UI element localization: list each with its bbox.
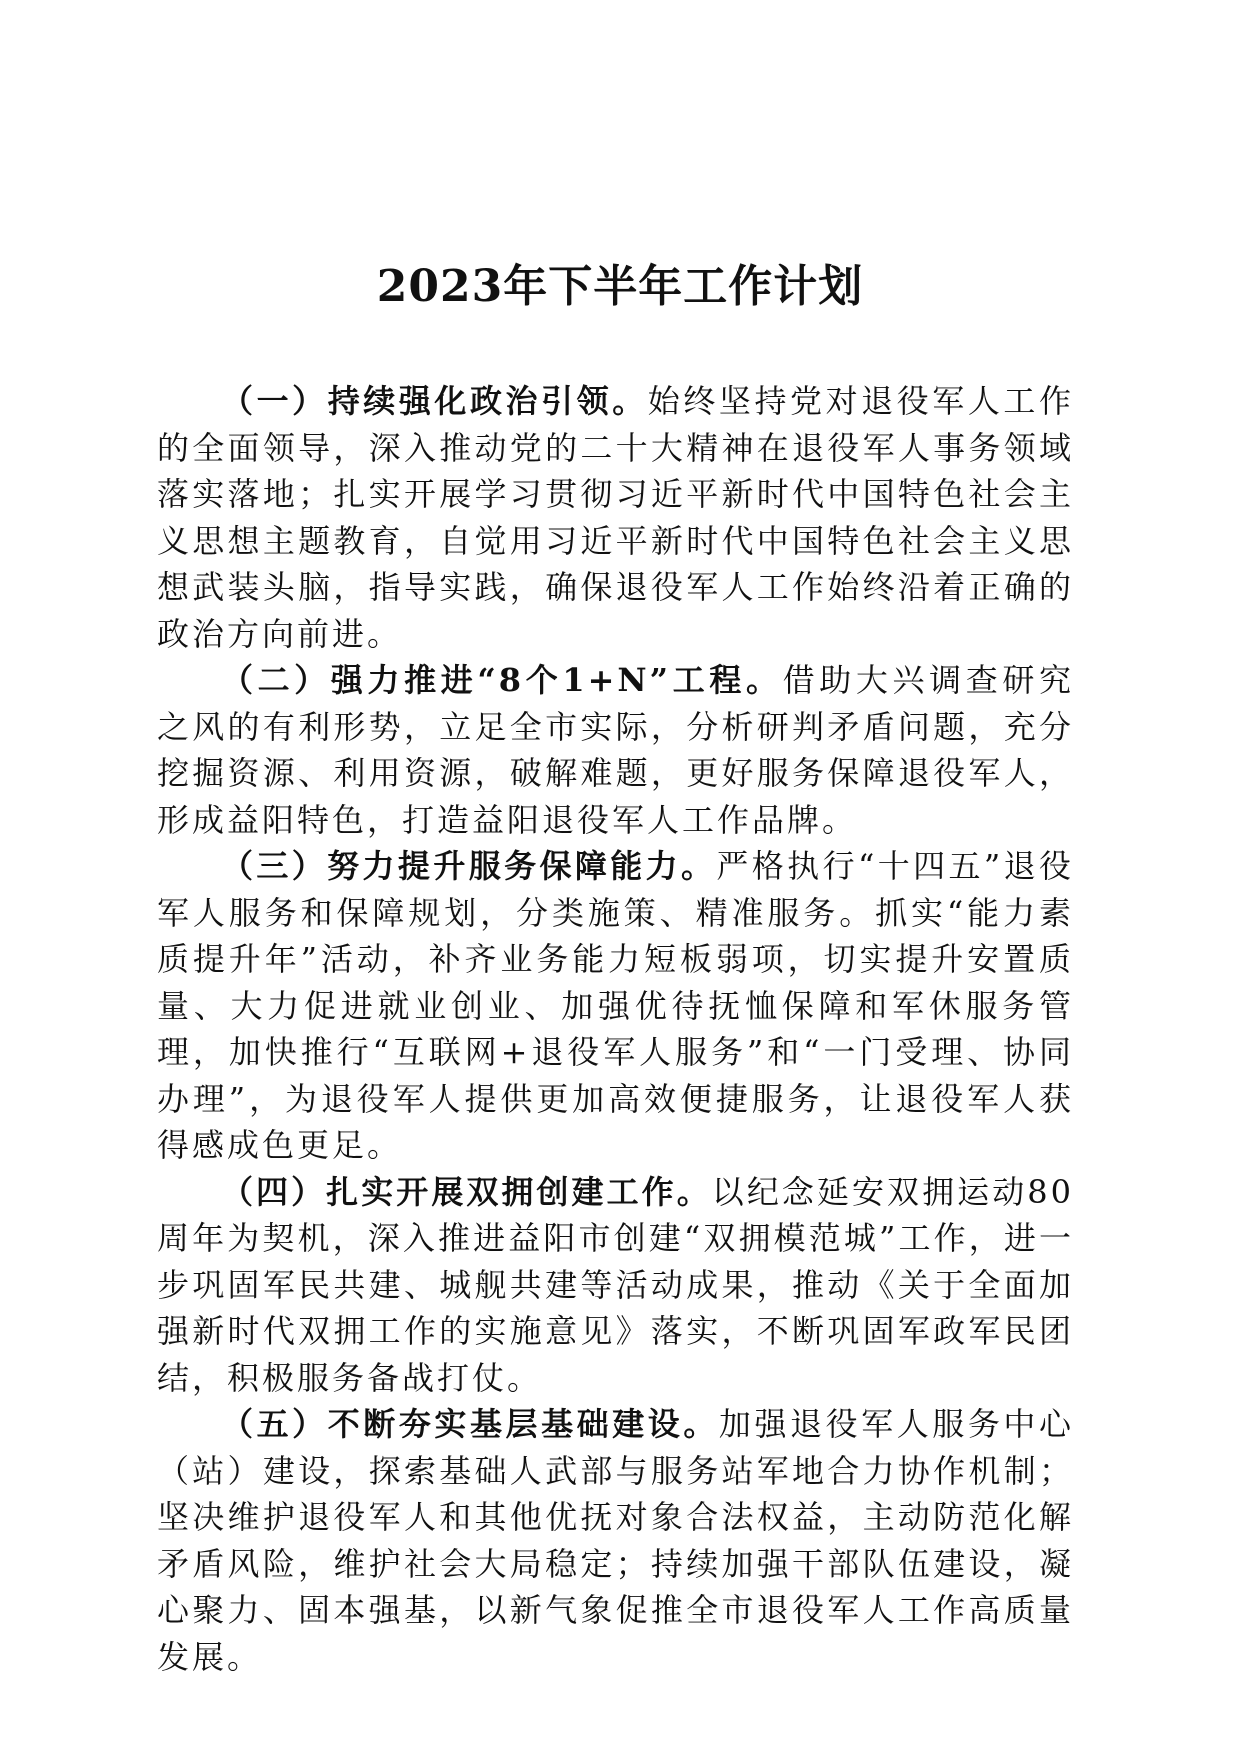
paragraph-1 xyxy=(157,378,1074,657)
paragraph-5 xyxy=(157,1401,1074,1680)
paragraph-heading: （一）持续强化政治引领。 xyxy=(221,382,648,420)
paragraph-heading: （四）扎实开展双拥创建工作。 xyxy=(221,1172,712,1211)
paragraph-heading: （三）努力提升服务保障能力。 xyxy=(221,847,717,885)
document-title: 2023年下半年工作计划 xyxy=(376,261,864,313)
paragraph-3 xyxy=(157,843,1074,1169)
paragraph-text: 以纪念延安双拥运动80周年为契机，深入推进益阳市创建“双拥模范城”工作，进一步巩固军民共建、城舰共建等活动成果，推动《关于全面加强新时代双拥工作的实施意见》落实，不断巩固军政军民团结，积极服务备战打仗。 xyxy=(157,1172,1074,1397)
paragraph-4 xyxy=(157,1169,1074,1402)
paragraph-text: 始终坚持党对退役军人工作的全面领导，深入推动党的二十大精神在退役军人事务领域落实落地；扎实开展学习贯彻习近平新时代中国特色社会主义思想主题教育，自觉用习近平新时代中国特色社会主义思想武装头脑，指导实践，确保退役军人工作始终沿着正确的政治方向前进。 xyxy=(157,382,1074,653)
paragraph-heading: （五）不断夯实基层基础建设。 xyxy=(221,1405,719,1443)
paragraph-text: 加强退役军人服务中心（站）建设，探索基础人武部与服务站军地合力协作机制；坚决维护退役军人和其他优抚对象合法权益，主动防范化解矛盾风险，维护社会大局稳定；持续加强干部队伍建设，凝心聚力、固本强基，以新气象促推全市退役军人工作高质量发展。 xyxy=(157,1405,1074,1676)
paragraph-text: 严格执行“十四五”退役军人服务和保障规划，分类施策、精准服务。抓实“能力素质提升年”活动，补齐业务能力短板弱项，切实提升安置质量、大力促进就业创业、加强优待抚恤保障和军休服务管理，加快推行“互联网+退役军人服务”和“一门受理、协同办理”，为退役军人提供更加高效便捷服务，让退役军人获得感成色更足。 xyxy=(157,847,1074,1164)
paragraph-2 xyxy=(157,657,1074,843)
paragraph-heading: （二）强力推进“8个1+N”工程。 xyxy=(221,661,783,699)
document-body xyxy=(157,378,1074,1680)
paragraph-text: 借助大兴调查研究之风的有利形势，立足全市实际，分析研判矛盾问题，充分挖掘资源、利用资源，破解难题，更好服务保障退役军人，形成益阳特色，打造益阳退役军人工作品牌。 xyxy=(157,661,1074,839)
